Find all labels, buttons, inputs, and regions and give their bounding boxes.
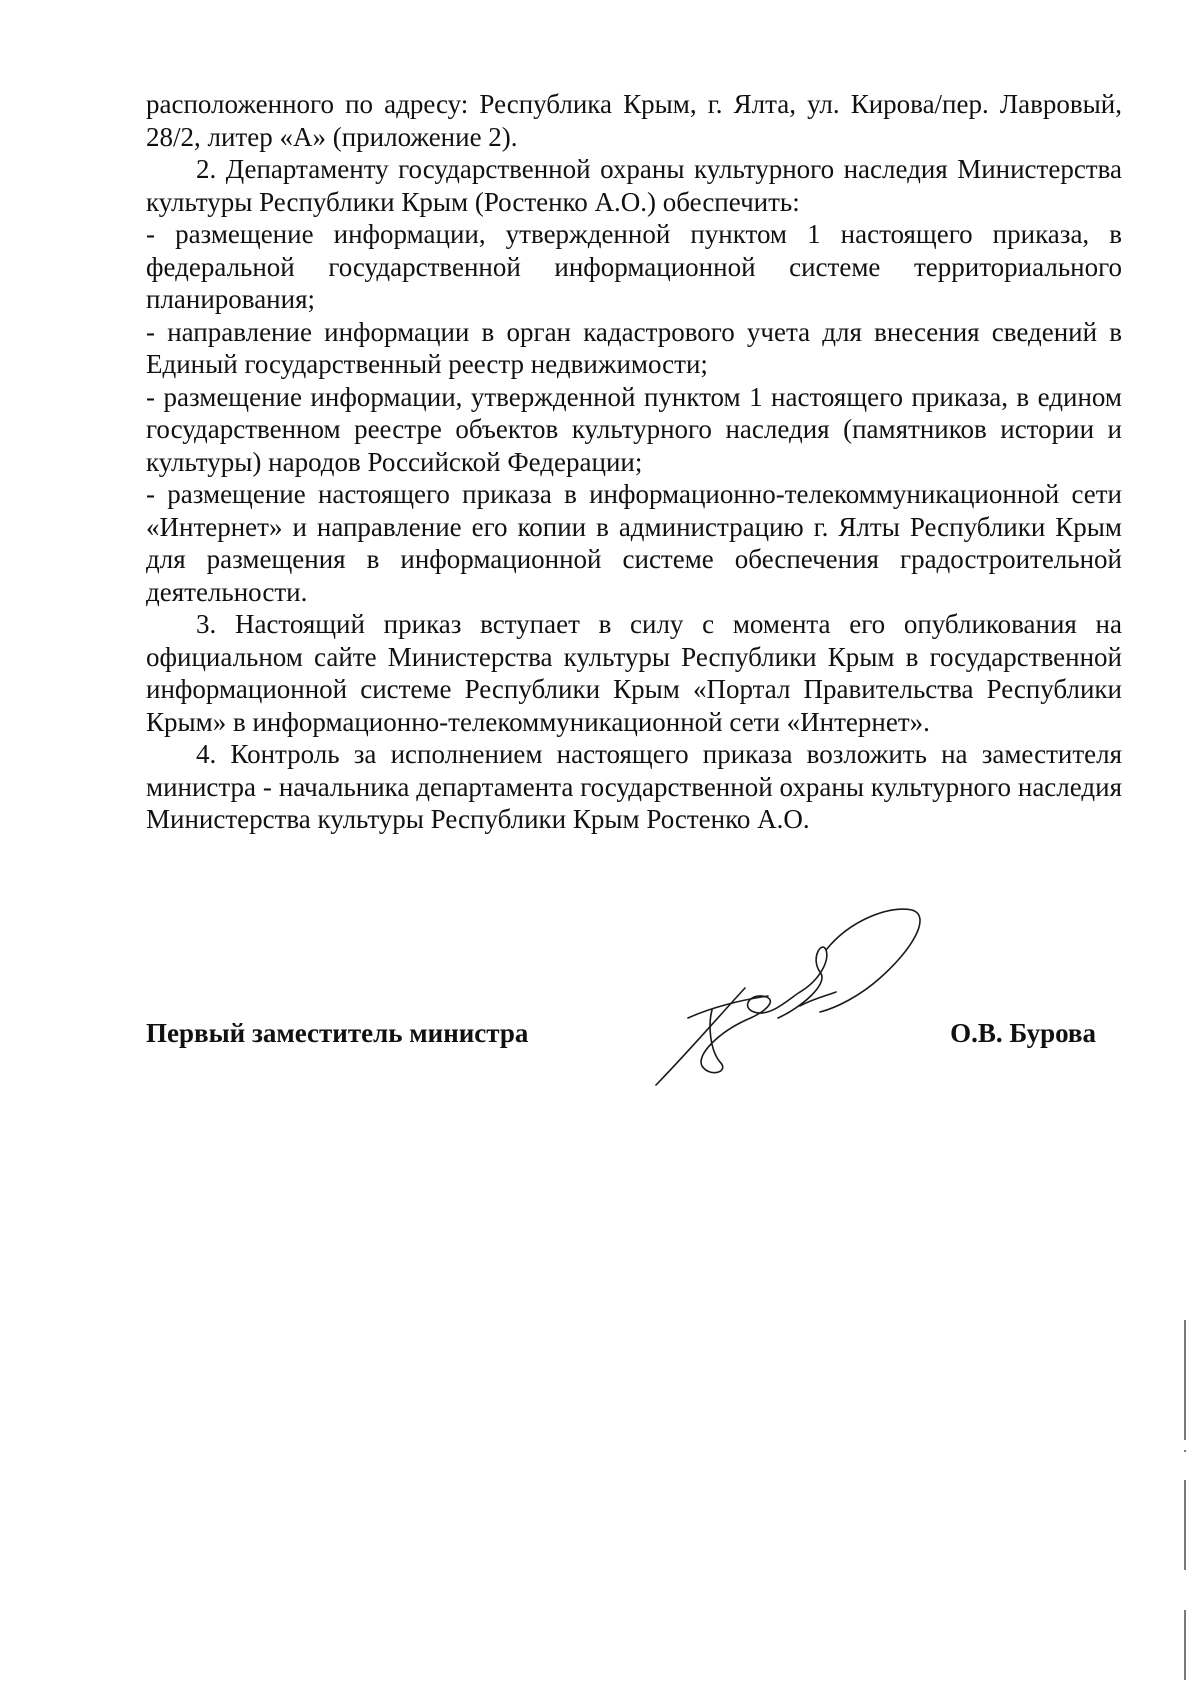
paragraph-item-4: 4. Контроль за исполнением настоящего приказа возложить на заместителя министра - начальника департамента государственной охраны культурного наследия Министерства культуры Республики Крым Ростенко А.О. — [146, 739, 1122, 834]
paragraph-item-3: 3. Настоящий приказ вступает в силу с момента его опубликования на официальном сайте Министерства культуры Республики Крым в государственной информационной системе Республики Крым «Портал Правительства Республики Крым» в информационно-телекоммуникационной сети «Интернет». — [146, 609, 1122, 737]
paragraph-item-2-bullet-4: - размещение настоящего приказа в информационно-телекоммуникационной сети «Интернет» и направление его копии в администрацию г. Ялты Республики Крым для размещения в информационной системе обеспечения градостроительной деятельности. — [146, 479, 1122, 607]
signer-name: О.В. Бурова — [950, 1018, 1096, 1048]
signer-title: Первый заместитель министра — [146, 1018, 529, 1048]
signature-block — [146, 1018, 1096, 1058]
document-body — [146, 88, 1122, 836]
handwritten-signature — [650, 900, 930, 1090]
paragraph-item-2-bullet-3: - размещение информации, утвержденной пунктом 1 настоящего приказа, в едином государственном реестре объектов культурного наследия (памятников истории и культуры) народов Российской Федерации; — [146, 381, 1122, 477]
paragraph-item-2: 2. Департаменту государственной охраны культурного наследия Министерства культуры Республики Крым (Ростенко А.О.) обеспечить: — [146, 154, 1122, 217]
scan-edge-marks — [1180, 1320, 1190, 1680]
paragraph-item-2-bullet-2: - направление информации в орган кадастрового учета для внесения сведений в Единый государственный реестр недвижимости; — [146, 316, 1122, 379]
paragraph-item-2-bullet-1: - размещение информации, утвержденной пунктом 1 настоящего приказа, в федеральной государственной информационной системе территориального планирования; — [146, 219, 1122, 314]
paragraph-address-continuation: расположенного по адресу: Республика Крым, г. Ялта, ул. Кирова/пер. Лавровый, 28/2, литер «А» (приложение 2). — [146, 89, 1122, 152]
